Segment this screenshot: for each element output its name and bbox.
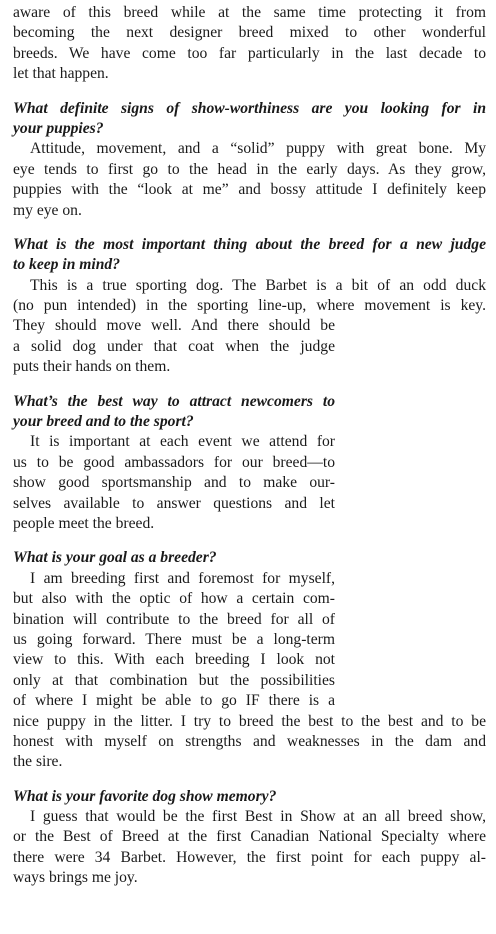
- text-line: It is important at each event we attend for: [30, 433, 335, 451]
- question-line: What is the most important thing about the breed for a new judge: [13, 235, 486, 253]
- text-line: selves available to answer questions and let: [13, 494, 335, 512]
- text-line: of where I might be able to go IF there is a: [13, 692, 335, 710]
- text-line: or the Best of Breed at the first Canadian National Specialty where: [13, 828, 486, 846]
- text-line: people meet the breed.: [13, 514, 155, 532]
- answer-paragraph: [13, 139, 486, 221]
- question-line: to keep in mind?: [13, 256, 120, 274]
- text-line: the sire.: [13, 753, 63, 771]
- answer-paragraph: [13, 276, 486, 378]
- text-line: becoming the next designer breed mixed to other wonderful: [13, 24, 486, 42]
- question-line: What’s the best way to attract newcomers to: [13, 392, 335, 410]
- text-line: Attitude, movement, and a “solid” puppy with great bone. My: [30, 140, 486, 158]
- text-line: honest with myself on strengths and weaknesses in the dam and: [13, 732, 486, 750]
- question-heading: [13, 392, 486, 433]
- intro-paragraph: [13, 3, 486, 85]
- question-line: your puppies?: [13, 119, 104, 137]
- answer-paragraph: [13, 432, 486, 534]
- text-line: view to this. With each breeding I look not: [13, 651, 335, 669]
- question-line: your breed and to the sport?: [13, 413, 194, 431]
- text-line: puppies with the “look at me” and bossy attitude I definitely keep: [13, 181, 486, 199]
- text-line: a solid dog under that coat when the judge: [13, 337, 335, 355]
- question-heading: [13, 787, 486, 807]
- answer-paragraph: [13, 807, 486, 889]
- question-line: What is your goal as a breeder?: [13, 549, 217, 567]
- text-line: us going forward. There must be a long-term: [13, 630, 335, 648]
- text-line: ways brings me joy.: [13, 869, 138, 887]
- question-heading: [13, 548, 486, 568]
- text-line: puts their hands on them.: [13, 358, 171, 376]
- text-line: I guess that would be the first Best in Show at an all breed show,: [30, 808, 486, 826]
- answer-paragraph: [13, 569, 486, 773]
- text-line: eye tends to first go to the head in the early days. As they grow,: [13, 160, 486, 178]
- text-line: (no pun intended) in the sporting line-up, where movement is key.: [13, 297, 486, 315]
- text-line: only at that combination but the possibilities: [13, 671, 335, 689]
- question-heading: [13, 99, 486, 140]
- text-line: us to be good ambassadors for our breed—to: [13, 453, 335, 471]
- text-line: nice puppy in the litter. I try to breed the best to the best and to be: [13, 712, 486, 730]
- text-line: breeds. We have come too far particularly in the last decade to: [13, 44, 486, 62]
- text-line: there were 34 Barbet. However, the first point for each puppy al-: [13, 848, 486, 866]
- text-line: This is a true sporting dog. The Barbet is a bit of an odd duck: [30, 276, 486, 294]
- text-line: my eye on.: [13, 201, 82, 219]
- text-line: let that happen.: [13, 65, 109, 83]
- text-line: They should move well. And there should be: [13, 317, 335, 335]
- text-line: but also with the optic of how a certain com-: [13, 590, 335, 608]
- question-line: What definite signs of show-worthiness are you looking for in: [13, 99, 486, 117]
- question-line: What is your favorite dog show memory?: [13, 787, 277, 805]
- question-heading: [13, 235, 486, 276]
- text-line: bination will contribute to the breed for all of: [13, 610, 335, 628]
- text-line: show good sportsmanship and to make our-: [13, 474, 335, 492]
- text-line: I am breeding first and foremost for myself,: [30, 569, 335, 587]
- text-line: aware of this breed while at the same time protecting it from: [13, 4, 486, 21]
